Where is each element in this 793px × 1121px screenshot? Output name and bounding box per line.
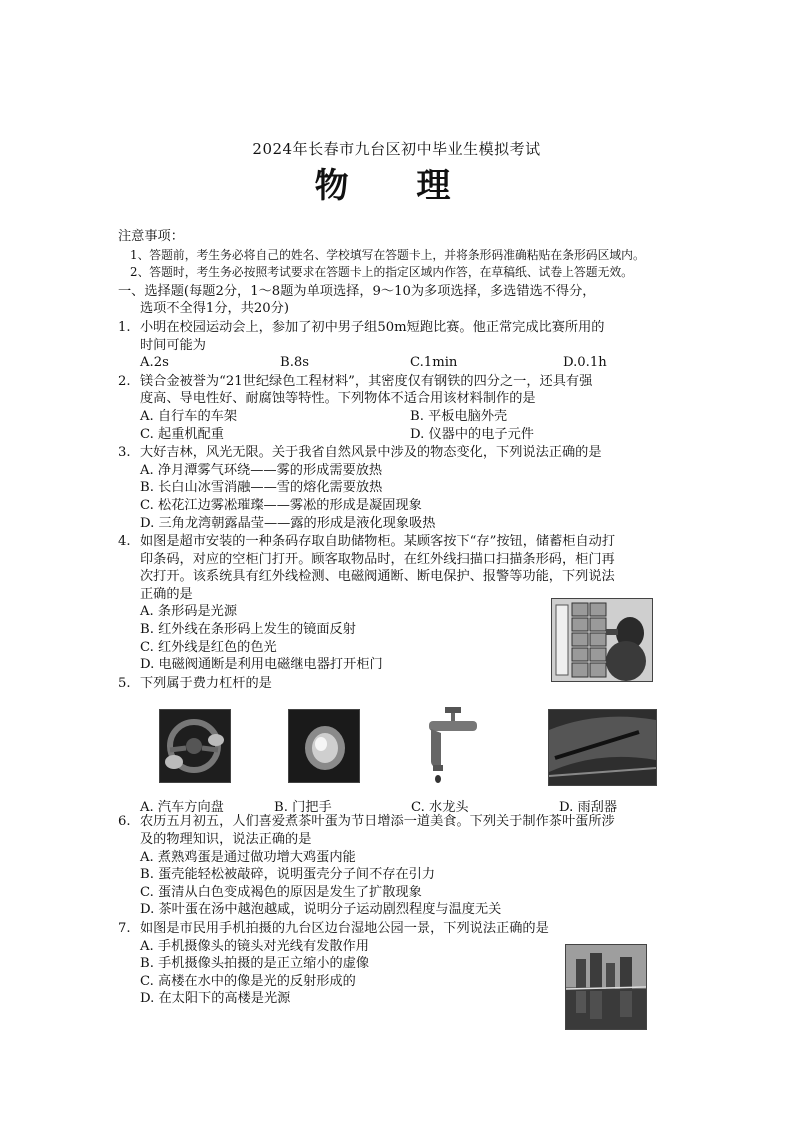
question-4-line3: 次打开。该系统具有红外线检测、电磁阀通断、断电保护、报警等功能，下列说法 bbox=[140, 569, 615, 585]
question-6-line2: 及的物理知识，说法正确的是 bbox=[140, 832, 312, 848]
question-7 bbox=[118, 920, 693, 938]
option-d: D. 在太阳下的高楼是光源 bbox=[140, 991, 291, 1007]
steering-wheel-image bbox=[159, 709, 231, 783]
question-text: 小明在校园运动会上，参加了初中男子组50m短跑比赛。他正常完成比赛所用的 bbox=[140, 319, 605, 335]
option-d: D. 雨刮器 bbox=[559, 800, 618, 815]
option-a: A.2s bbox=[140, 355, 169, 371]
option-a: A. 自行车的车架 bbox=[140, 408, 238, 424]
section1-line1: 一、选择题(每题2分，1～8题为单项选择，9～10为多项选择，多选错选不得分， bbox=[118, 283, 596, 299]
faucet-icon bbox=[423, 703, 483, 789]
question-2-options-ab bbox=[118, 408, 693, 426]
question-5-images bbox=[155, 709, 665, 789]
question-text: 大好吉林，风光无限。关于我省自然风景中涉及的物态变化，下列说法正确的是 bbox=[140, 445, 602, 461]
exam-title: 2024年长春市九台区初中毕业生模拟考试 bbox=[252, 140, 541, 158]
question-2 bbox=[118, 373, 693, 391]
option-c: C. 高楼在水中的像是光的反射形成的 bbox=[140, 973, 356, 989]
question-1 bbox=[118, 319, 693, 337]
note-2: 2、答题时，考生务必按照考试要求在答题卡上的指定区域内作答，在草稿纸、试卷上答题无效。 bbox=[130, 265, 633, 280]
door-handle-image bbox=[288, 709, 360, 783]
option-c: C. 红外线是红色的色光 bbox=[140, 639, 277, 655]
locker-illustration bbox=[552, 599, 652, 681]
question-1-options bbox=[118, 354, 693, 372]
option-d: D. 三角龙湾朝露晶莹——露的形成是液化现象吸热 bbox=[140, 515, 436, 531]
question-text: 镁合金被誉为“21世纪绿色工程材料”，其密度仅有钢铁的四分之一，还具有强 bbox=[140, 373, 593, 389]
option-b: B.8s bbox=[280, 355, 310, 371]
steering-wheel-icon bbox=[160, 710, 230, 782]
wetland-park-photo bbox=[565, 944, 647, 1030]
option-a: A. 净月潭雾气环绕——雾的形成需要放热 bbox=[140, 462, 383, 478]
option-d: D.0.1h bbox=[563, 355, 607, 371]
notes-heading: 注意事项： bbox=[118, 229, 184, 244]
question-number: 7. bbox=[118, 921, 131, 936]
question-4-line2: 印条码，对应的空柜门打开。顾客取物品时，在红外线扫描口扫描条形码，柜门再 bbox=[140, 551, 615, 567]
question-4-line4: 正确的是 bbox=[140, 586, 193, 602]
option-a: A. 汽车方向盘 bbox=[140, 800, 224, 815]
wiper-icon bbox=[549, 710, 656, 785]
question-4 bbox=[118, 533, 693, 551]
option-b: B. 蛋壳能轻松被敲碎，说明蛋壳分子间不存在引力 bbox=[140, 867, 436, 883]
question-text: 下列属于费力杠杆的是 bbox=[140, 675, 272, 691]
door-knob-icon bbox=[289, 710, 359, 782]
question-6 bbox=[118, 813, 693, 831]
option-d: D. 仪器中的电子元件 bbox=[410, 426, 534, 442]
subject-title: 物 理 bbox=[314, 166, 479, 206]
option-a: A. 手机摄像头的镜头对光线有发散作用 bbox=[140, 938, 369, 954]
question-number: 4. bbox=[118, 534, 131, 550]
note-1: 1、答题前，考生务必将自己的姓名、学校填写在答题卡上，并将条形码准确粘贴在条形码区域内。 bbox=[130, 247, 645, 262]
locker-photo bbox=[551, 598, 653, 682]
option-c: C. 松花江边雾凇璀璨——雾凇的形成是凝固现象 bbox=[140, 497, 422, 513]
question-3 bbox=[118, 444, 693, 462]
option-b: B. 长白山冰雪消融——雪的熔化需要放热 bbox=[140, 480, 383, 496]
option-b: B. 门把手 bbox=[274, 800, 332, 815]
option-c: C. 蛋清从白色变成褐色的原因是发生了扩散现象 bbox=[140, 884, 422, 900]
option-d: D. 茶叶蛋在汤中越泡越咸，说明分子运动剧烈程度与温度无关 bbox=[140, 902, 502, 918]
question-number: 1. bbox=[118, 319, 131, 335]
option-c: C.1min bbox=[410, 355, 458, 371]
question-1-line2: 时间可能为 bbox=[140, 337, 206, 353]
wiper-image bbox=[548, 709, 657, 786]
option-b: B. 平板电脑外壳 bbox=[410, 408, 508, 424]
option-a: A. 煮熟鸡蛋是通过做功增大鸡蛋内能 bbox=[140, 849, 356, 865]
question-number: 5. bbox=[118, 675, 131, 691]
wetland-park-illustration bbox=[566, 945, 646, 1029]
section1-line2: 选项不全得1分，共20分) bbox=[140, 301, 290, 317]
option-d: D. 电磁阀通断是利用电磁继电器打开柜门 bbox=[140, 657, 383, 673]
question-text: 如图是超市安装的一种条码存取自助储物柜。某顾客按下“存”按钮，储蓄柜自动打 bbox=[140, 534, 616, 550]
option-c: C. 起重机配重 bbox=[140, 426, 224, 442]
question-number: 2. bbox=[118, 373, 131, 389]
question-text: 农历五月初五，人们喜爱煮茶叶蛋为节日增添一道美食。下列关于制作茶叶蛋所涉 bbox=[140, 814, 615, 830]
option-b: B. 红外线在条形码上发生的镜面反射 bbox=[140, 622, 356, 638]
question-number: 6. bbox=[118, 814, 131, 830]
question-text: 如图是市民用手机拍摄的九台区边台湿地公园一景，下列说法正确的是 bbox=[140, 921, 549, 936]
question-2-line2: 度高、导电性好、耐腐蚀等特性。下列物体不适合用该材料制作的是 bbox=[140, 391, 536, 407]
question-2-options-cd bbox=[118, 426, 693, 444]
option-c: C. 水龙头 bbox=[411, 800, 469, 815]
option-a: A. 条形码是光源 bbox=[140, 604, 238, 620]
faucet-image bbox=[423, 703, 483, 789]
option-b: B. 手机摄像头拍摄的是正立缩小的虚像 bbox=[140, 956, 370, 972]
question-number: 3. bbox=[118, 445, 131, 461]
